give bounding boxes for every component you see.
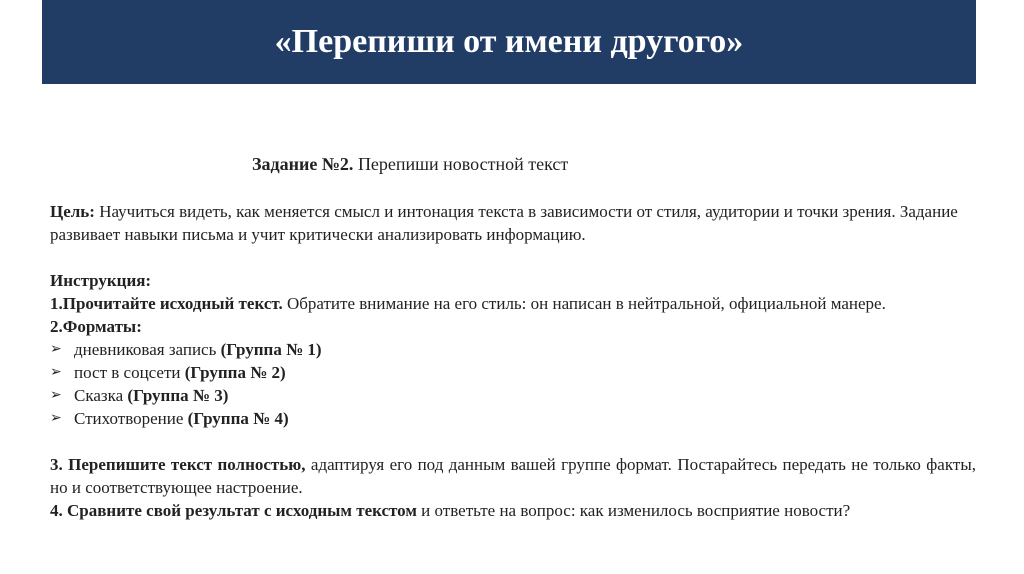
arrow-bullet-icon: ➢ xyxy=(50,388,62,403)
step-2-label: 2.Форматы: xyxy=(50,317,142,336)
step-3-text: адаптируя его под данным вашей группе формат. Постарайтесь передать не только факты, но и соответствующее настроение. xyxy=(50,455,976,497)
goal-text: Научиться видеть, как меняется смысл и интонация текста в зависимости от стиля, аудитории и точки зрения. Задание развивает навыки письма и учит критически анализировать информацию. xyxy=(50,202,958,244)
task-heading-text: Перепиши новостной текст xyxy=(353,154,569,174)
arrow-bullet-icon: ➢ xyxy=(50,411,62,426)
goal-paragraph xyxy=(50,200,976,246)
format-item xyxy=(50,407,976,430)
arrow-bullet-icon: ➢ xyxy=(50,365,62,380)
format-group: (Группа № 2) xyxy=(184,363,286,382)
step-1 xyxy=(50,292,976,315)
step-3 xyxy=(50,453,976,499)
format-text: дневниковая запись xyxy=(74,340,217,359)
format-list xyxy=(50,338,976,430)
step-4-text: и ответьте на вопрос: как изменилось восприятие новости? xyxy=(416,501,851,520)
step-1-bold: 1.Прочитайте исходный текст. xyxy=(50,294,283,313)
format-item xyxy=(50,338,976,361)
step-3-bold: 3. Перепишите текст полностью, xyxy=(50,455,306,474)
instruction-label: Инструкция: xyxy=(50,271,152,290)
format-item xyxy=(50,384,976,407)
step-4-bold: 4. Сравните свой результат с исходным текстом xyxy=(50,501,417,520)
title-bar xyxy=(42,0,976,84)
task-heading-number: Задание №2. xyxy=(252,154,354,174)
format-group: (Группа № 1) xyxy=(220,340,322,359)
format-text: пост в соцсети xyxy=(74,363,181,382)
step-4 xyxy=(50,499,976,522)
format-item xyxy=(50,361,976,384)
format-group: (Группа № 4) xyxy=(187,409,289,428)
step-1-text: Обратите внимание на его стиль: он написан в нейтральной, официальной манере. xyxy=(282,294,886,313)
format-text: Стихотворение xyxy=(74,409,184,428)
arrow-bullet-icon: ➢ xyxy=(50,342,62,357)
slide-title: «Перепиши от имени другого» xyxy=(274,23,744,60)
format-group: (Группа № 3) xyxy=(127,386,229,405)
task-heading xyxy=(252,154,568,175)
goal-label: Цель: xyxy=(50,202,95,221)
format-text: Сказка xyxy=(74,386,124,405)
slide-body xyxy=(50,200,976,522)
